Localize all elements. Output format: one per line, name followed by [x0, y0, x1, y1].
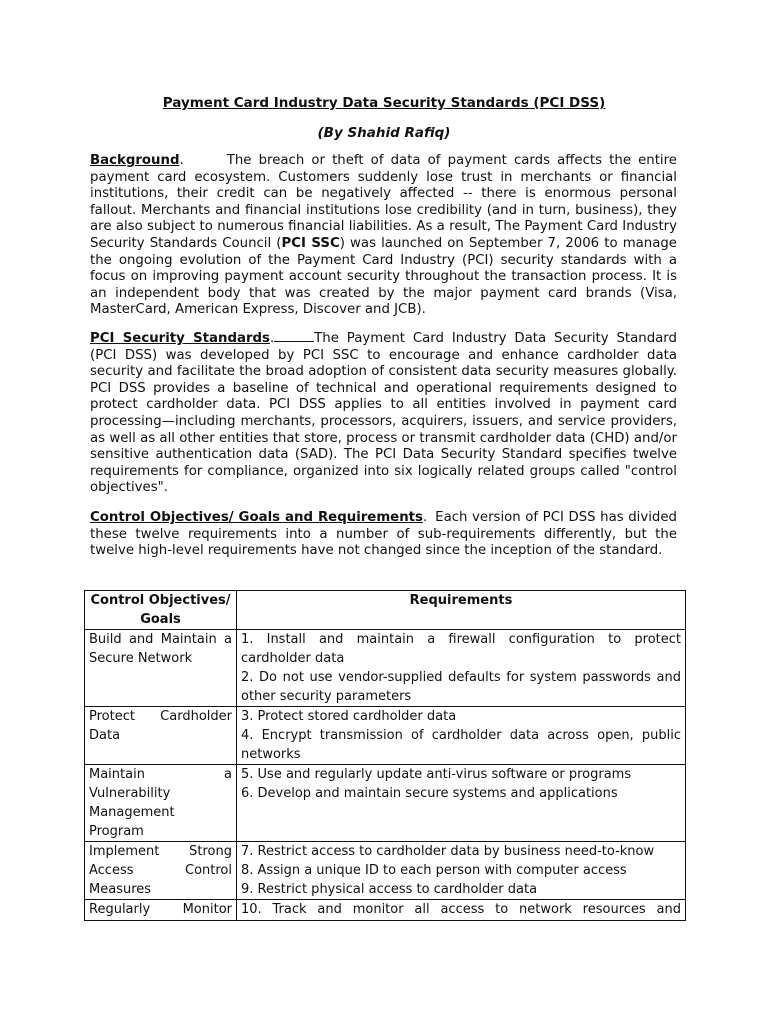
requirement-item: 3. Protect stored cardholder data — [241, 709, 457, 724]
requirement-item: 4. Encrypt transmission of cardholder data across open, public networks — [241, 728, 681, 762]
requirements-cell — [237, 707, 686, 765]
standards-text: The Payment Card Industry Data Security Standard (PCI DSS) was developed by PCI SSC to encourage and enhance cardholder data security and facilitate the broad adoption of consistent data security measures globally. PCI DSS provides a baseline of technical and operational requirements designed to protect cardholder data. PCI DSS applies to all entities involved in payment card processing—including merchants, processors, acquirers, issuers, and service providers, as well as all other entities that store, process or transmit cardholder data (CHD) and/or sensitive authentication data (SAD). The PCI Data Security Standard specifies twelve requirements for compliance, organized into six logically related groups called "control objectives". — [90, 331, 677, 496]
goal-cell: Build and Maintain a Secure Network — [85, 630, 237, 707]
requirement-item: 6. Develop and maintain secure systems and applications — [241, 786, 618, 801]
requirement-item: 5. Use and regularly update anti-virus software or programs — [241, 767, 632, 782]
requirements-cell — [237, 765, 686, 842]
control-paragraph — [90, 510, 677, 560]
control-heading-punct: . — [422, 510, 428, 525]
standards-heading-punct: . — [269, 331, 275, 346]
goal-cell: Maintain a Vulnerability Management Program — [85, 765, 237, 842]
table-row — [85, 707, 686, 765]
requirement-item: 7. Restrict access to cardholder data by business need-to-know — [241, 844, 655, 859]
table-row — [85, 765, 686, 842]
background-heading: Background — [90, 153, 180, 168]
document-author: (By Shahid Rafiq) — [317, 125, 451, 141]
header-goals: Control Objectives/ Goals — [85, 591, 237, 630]
document-title: Payment Card Industry Data Security Standards (PCI DSS) — [162, 95, 606, 111]
requirement-item: 10. Track and monitor all access to network resources and — [241, 902, 681, 917]
control-text: Each version of PCI DSS has divided these twelve requirements into a number of sub-requirements differently, but the twelve high-level requirements have not changed since the inception of the standard. — [90, 510, 677, 559]
standards-heading: PCI Security Standards — [90, 331, 270, 346]
goal-cell: Regularly Monitor — [85, 900, 237, 921]
pci-ssc-term: PCI SSC — [281, 235, 340, 251]
goal-cell: Protect Cardholder Data — [85, 707, 237, 765]
table-row — [85, 842, 686, 900]
requirements-cell — [237, 900, 686, 921]
requirement-item: 8. Assign a unique ID to each person with computer access — [241, 863, 627, 878]
requirement-item: 9. Restrict physical access to cardholder data — [241, 882, 538, 897]
background-heading-punct: . — [179, 153, 184, 168]
table-row — [85, 900, 686, 921]
background-paragraph — [90, 153, 677, 319]
requirements-cell — [237, 842, 686, 900]
goal-cell: Implement Strong Access Control Measures — [85, 842, 237, 900]
requirement-item: 2. Do not use vendor-supplied defaults for system passwords and other security parameters — [241, 670, 681, 704]
table-header-row — [85, 591, 686, 630]
header-requirements: Requirements — [237, 591, 686, 630]
standards-paragraph — [90, 331, 677, 497]
requirements-table — [84, 590, 686, 921]
background-text-after: ) was launched on September 7, 2006 to manage the ongoing evolution of the Payment Card Industry (PCI) security standards with a focus on improving payment account security throughout the transaction process. It is an independent body that was created by the major payment card brands (Visa, MasterCard, American Express, Discover and JCB). — [90, 235, 677, 318]
requirement-item: 1. Install and maintain a firewall configuration to protect cardholder data — [241, 632, 681, 666]
background-text: The breach or theft of data of payment cards affects the entire payment card ecosystem. Customers suddenly lose trust in merchants or financial institutions, their credit can be negatively affected -- there is enormous personal fallout. Merchants and financial institutions lose credibility (and in turn, business), they are also subject to numerous financial liabilities. As a result, The Payment Card Industry Security Standards Council ( — [90, 153, 677, 251]
control-heading: Control Objectives/ Goals and Requirements — [90, 510, 423, 525]
requirements-cell — [237, 630, 686, 707]
table-row — [85, 630, 686, 707]
